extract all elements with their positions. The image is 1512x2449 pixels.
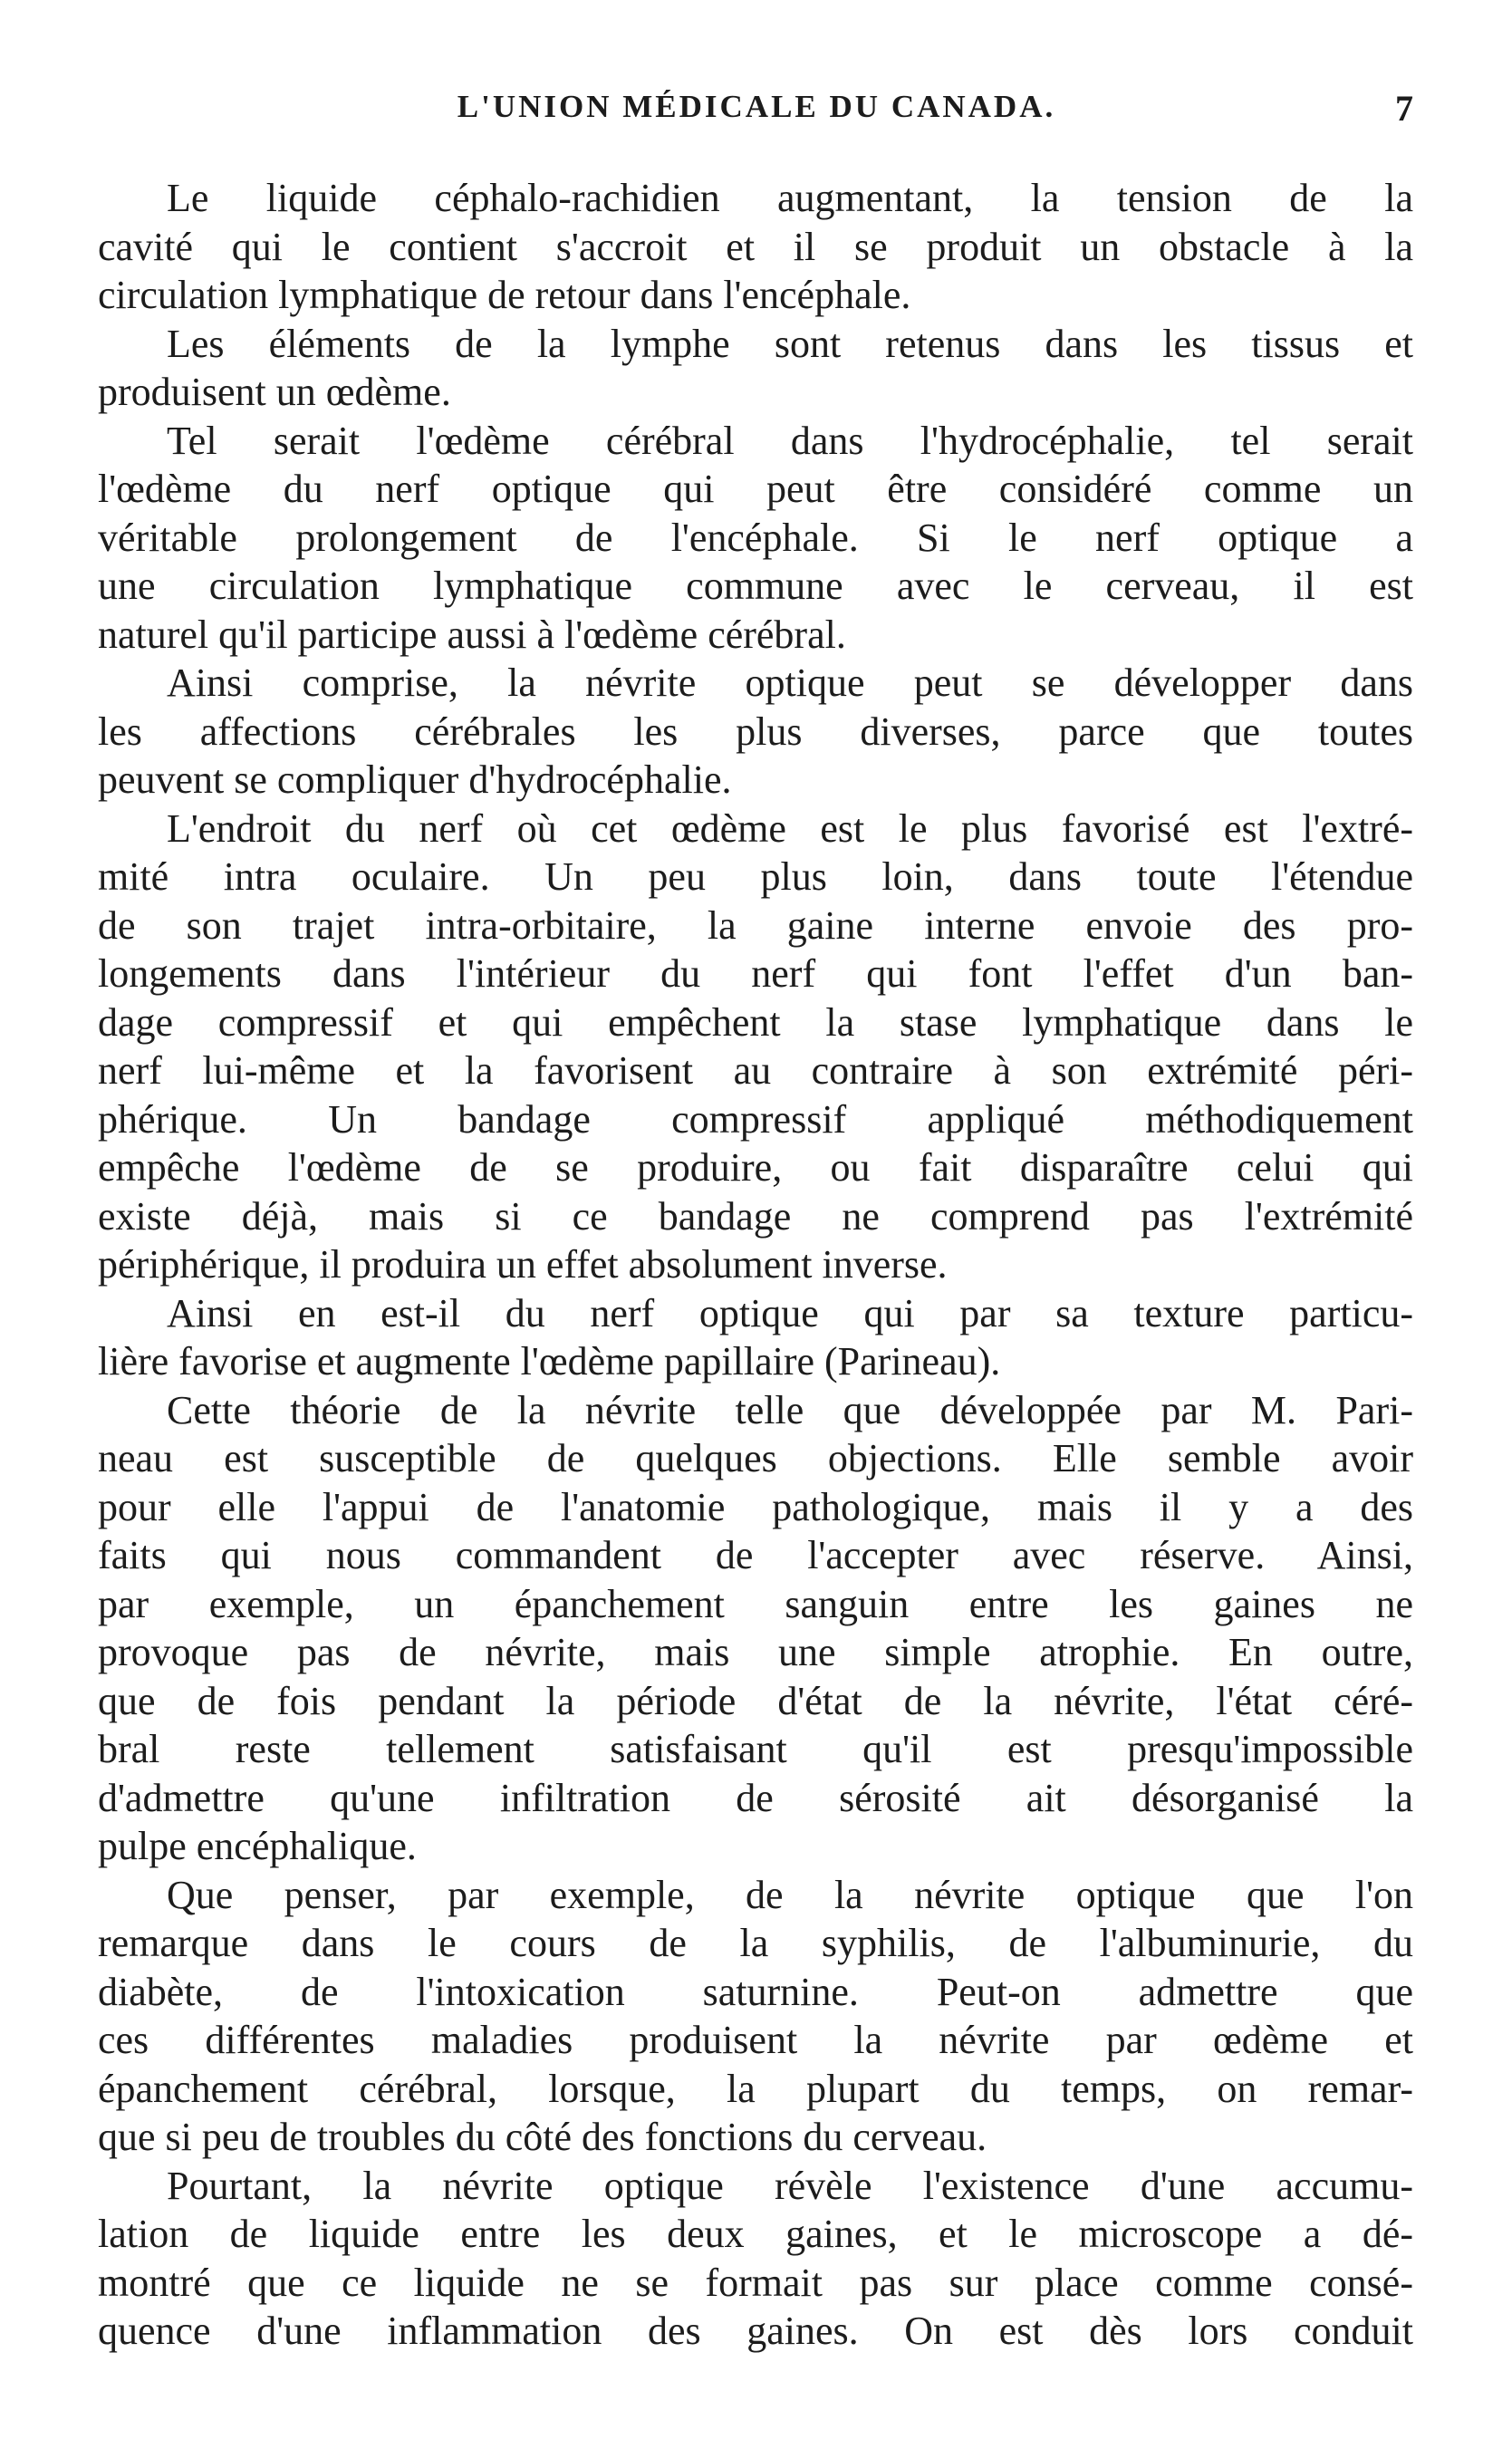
page-number: 7 <box>1395 88 1413 129</box>
text-line: Ainsi en est-il du nerf optique qui par sa texture particu- <box>167 1290 1413 1335</box>
text-line: pour elle l'appui de l'anatomie pathologique, mais il y a des <box>98 1484 1413 1529</box>
text-line: quence d'une inflammation des gaines. On est dès lors conduit <box>98 2309 1413 2353</box>
body-text <box>98 174 1413 2356</box>
text-line: Tel serait l'œdème cérébral dans l'hydrocéphalie, tel serait <box>167 418 1413 463</box>
text-line: Ainsi comprise, la névrite optique peut se développer dans <box>167 660 1413 705</box>
text-line: que si peu de troubles du côté des fonctions du cerveau. <box>98 2115 987 2159</box>
text-line: Le liquide céphalo-rachidien augmentant, la tension de la <box>167 176 1413 220</box>
running-head <box>100 89 1413 143</box>
text-line: naturel qu'il participe aussi à l'œdème cérébral. <box>98 612 846 657</box>
text-line: empêche l'œdème de se produire, ou fait disparaître celui qui <box>98 1145 1413 1190</box>
text-line: L'endroit du nerf où cet œdème est le plus favorisé est l'extré- <box>167 805 1413 851</box>
text-line: Cette théorie de la névrite telle que développée par M. Pari- <box>167 1387 1413 1432</box>
text-line: faits qui nous commandent de l'accepter avec réserve. Ainsi, <box>98 1533 1413 1577</box>
text-line: mité intra oculaire. Un peu plus loin, dans toute l'étendue <box>98 854 1413 899</box>
text-line: que de fois pendant la période d'état de la névrite, l'état céré- <box>98 1678 1413 1723</box>
text-line: Que penser, par exemple, de la névrite optique que l'on <box>167 1872 1413 1917</box>
running-title: L'UNION MÉDICALE DU CANADA. <box>457 89 1056 124</box>
text-line: ces différentes maladies produisent la névrite par œdème et <box>98 2018 1413 2062</box>
text-line: d'admettre qu'une infiltration de sérosité ait désorganisé la <box>98 1775 1413 1820</box>
text-line: neau est susceptible de quelques objections. Elle semble avoir <box>98 1436 1413 1480</box>
text-line: existe déjà, mais si ce bandage ne comprend pas l'extrémité <box>98 1193 1413 1239</box>
text-line: nerf lui-même et la favorisent au contraire à son extrémité péri- <box>98 1048 1413 1093</box>
text-line: provoque pas de névrite, mais une simple atrophie. En outre, <box>98 1630 1413 1674</box>
text-line: par exemple, un épanchement sanguin entre les gaines ne <box>98 1581 1413 1626</box>
text-line: montré que ce liquide ne se formait pas sur place comme consé- <box>98 2260 1413 2305</box>
text-line: pulpe encéphalique. <box>98 1824 417 1868</box>
text-line: l'œdème du nerf optique qui peut être considéré comme un <box>98 467 1413 511</box>
text-line: Pourtant, la névrite optique révèle l'existence d'une accumu- <box>167 2163 1413 2208</box>
text-line: épanchement cérébral, lorsque, la plupart du temps, on remar- <box>98 2066 1413 2111</box>
text-line: de son trajet intra-orbitaire, la gaine interne envoie des pro- <box>98 902 1413 948</box>
text-line: les affections cérébrales les plus diverses, parce que toutes <box>98 709 1413 754</box>
text-line: une circulation lymphatique commune avec le cerveau, il est <box>98 564 1413 608</box>
text-line: véritable prolongement de l'encéphale. Si le nerf optique a <box>98 515 1413 560</box>
text-line: dage compressif et qui empêchent la stase lymphatique dans le <box>98 999 1413 1045</box>
text-line: phérique. Un bandage compressif appliqué méthodiquement <box>98 1096 1413 1142</box>
text-line: produisent un œdème. <box>98 370 451 414</box>
text-line: lation de liquide entre les deux gaines, et le microscope a dé- <box>98 2212 1413 2256</box>
text-line: cavité qui le contient s'accroit et il se produit un obstacle à la <box>98 224 1413 269</box>
text-line: lière favorise et augmente l'œdème papillaire (Parineau). <box>98 1339 1001 1384</box>
text-line: longements dans l'intérieur du nerf qui font l'effet d'un ban- <box>98 951 1413 996</box>
text-line: bral reste tellement satisfaisant qu'il est presqu'impossible <box>98 1727 1413 1771</box>
text-line: circulation lymphatique de retour dans l'encéphale. <box>98 273 911 317</box>
text-line: périphérique, il produira un effet absolument inverse. <box>98 1242 948 1287</box>
text-line: Les éléments de la lymphe sont retenus dans les tissus et <box>167 321 1413 366</box>
text-line: peuvent se compliquer d'hydrocéphalie. <box>98 757 732 802</box>
text-line: diabète, de l'intoxication saturnine. Peut-on admettre que <box>98 1969 1413 2014</box>
text-line: remarque dans le cours de la syphilis, de l'albuminurie, du <box>98 1921 1413 1965</box>
